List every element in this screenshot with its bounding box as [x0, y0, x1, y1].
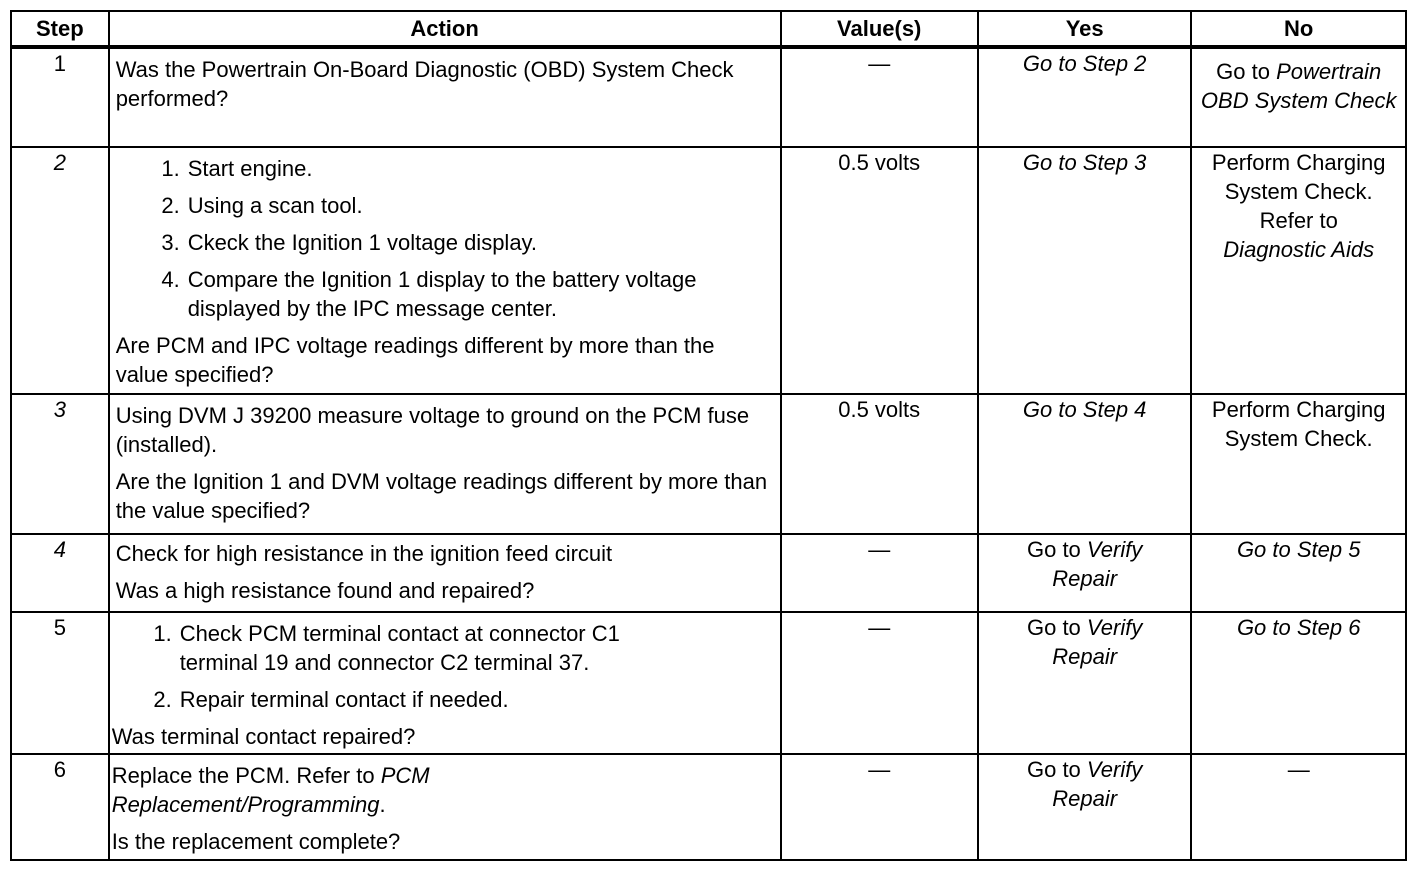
action-cell: [109, 147, 781, 394]
action-text: Check for high resistance in the ignition feed circuit: [115, 541, 613, 566]
action-question: Was terminal contact repaired?: [111, 724, 416, 749]
list-item: 2. Using a scan tool.: [161, 193, 363, 218]
no-cell: —: [1191, 754, 1406, 860]
step-number: 3: [11, 394, 109, 534]
action-steps: [116, 154, 772, 323]
yes-cell: Go to Step 4: [978, 394, 1192, 534]
no-line2: System Check.: [1224, 179, 1373, 204]
action-question: Are PCM and IPC voltage readings different by more than the value specified?: [115, 333, 715, 387]
action-question: Was a high resistance found and repaired?: [115, 578, 535, 603]
no-line2: System Check.: [1224, 426, 1373, 451]
no-cell: [1191, 394, 1406, 534]
value-cell: —: [781, 754, 978, 860]
header-row: [11, 11, 1406, 47]
header-action: Action: [109, 11, 781, 47]
header-values: Value(s): [781, 11, 978, 47]
action-cell: [109, 394, 781, 534]
list-item: 3. Ckeck the Ignition 1 voltage display.: [161, 230, 538, 255]
yes-cell: Go to Step 2: [978, 47, 1192, 147]
action-link: PCM Replacement/Programming: [111, 763, 430, 817]
yes-link-line2: Repair: [1052, 644, 1118, 669]
action-steps: [112, 619, 772, 714]
yes-cell: Go to Step 3: [978, 147, 1192, 394]
step-number: 1: [11, 47, 109, 147]
action-question: Are the Ignition 1 and DVM voltage readings different by more than the value specified?: [115, 469, 768, 523]
step-number: 5: [11, 612, 109, 754]
header-no: No: [1191, 11, 1406, 47]
action-text: [112, 761, 772, 819]
yes-prefix: Go to: [1026, 757, 1081, 782]
action-text: Was the Powertrain On-Board Diagnostic (OBD) System Check performed?: [115, 57, 734, 111]
action-cell: [109, 47, 781, 147]
value-cell: 0.5 volts: [781, 147, 978, 394]
action-prefix: Replace the PCM. Refer to: [111, 763, 375, 788]
no-prefix: Go to: [1216, 59, 1270, 84]
no-cell: [1191, 47, 1406, 147]
step-number: 4: [11, 534, 109, 612]
action-question: Is the replacement complete?: [111, 829, 401, 854]
diagnostic-table: [10, 10, 1407, 861]
step-number: 6: [11, 754, 109, 860]
header-yes: Yes: [978, 11, 1192, 47]
action-cell: [109, 754, 781, 860]
table-row: [11, 534, 1406, 612]
list-item: 1. Start engine.: [161, 156, 313, 181]
header-step: Step: [11, 11, 109, 47]
table-row: [11, 394, 1406, 534]
table-row: [11, 754, 1406, 860]
yes-cell: [978, 612, 1192, 754]
table-row: [11, 612, 1406, 754]
table-row: [11, 47, 1406, 147]
no-cell: Go to Step 5: [1191, 534, 1406, 612]
action-cell: [109, 534, 781, 612]
list-item: 1. Check PCM terminal contact at connector C1 terminal 19 and connector C2 terminal 37.: [153, 621, 620, 675]
value-cell: —: [781, 47, 978, 147]
no-cell: Go to Step 6: [1191, 612, 1406, 754]
list-item: 4. Compare the Ignition 1 display to the battery voltage displayed by the IPC message center.: [161, 267, 697, 321]
no-link: Diagnostic Aids: [1223, 237, 1375, 262]
no-cell: [1191, 147, 1406, 394]
yes-link: Verify: [1086, 537, 1143, 562]
yes-link: Verify: [1086, 615, 1143, 640]
action-suffix: .: [379, 792, 386, 817]
no-link: Powertrain OBD System Check: [1200, 59, 1397, 113]
yes-prefix: Go to: [1026, 537, 1081, 562]
yes-cell: [978, 534, 1192, 612]
yes-link: Verify: [1086, 757, 1143, 782]
no-line1: Perform Charging: [1211, 150, 1386, 175]
action-text: Using DVM J 39200 measure voltage to ground on the PCM fuse (installed).: [115, 403, 750, 457]
action-cell: [109, 612, 781, 754]
no-line1: Perform Charging: [1211, 397, 1386, 422]
yes-prefix: Go to: [1026, 615, 1081, 640]
value-cell: —: [781, 534, 978, 612]
value-cell: —: [781, 612, 978, 754]
value-cell: 0.5 volts: [781, 394, 978, 534]
yes-link-line2: Repair: [1052, 786, 1118, 811]
yes-link-line2: Repair: [1052, 566, 1118, 591]
no-line3: Refer to: [1259, 208, 1338, 233]
yes-cell: [978, 754, 1192, 860]
table-row: [11, 147, 1406, 394]
list-item: 2. Repair terminal contact if needed.: [153, 687, 509, 712]
step-number: 2: [11, 147, 109, 394]
